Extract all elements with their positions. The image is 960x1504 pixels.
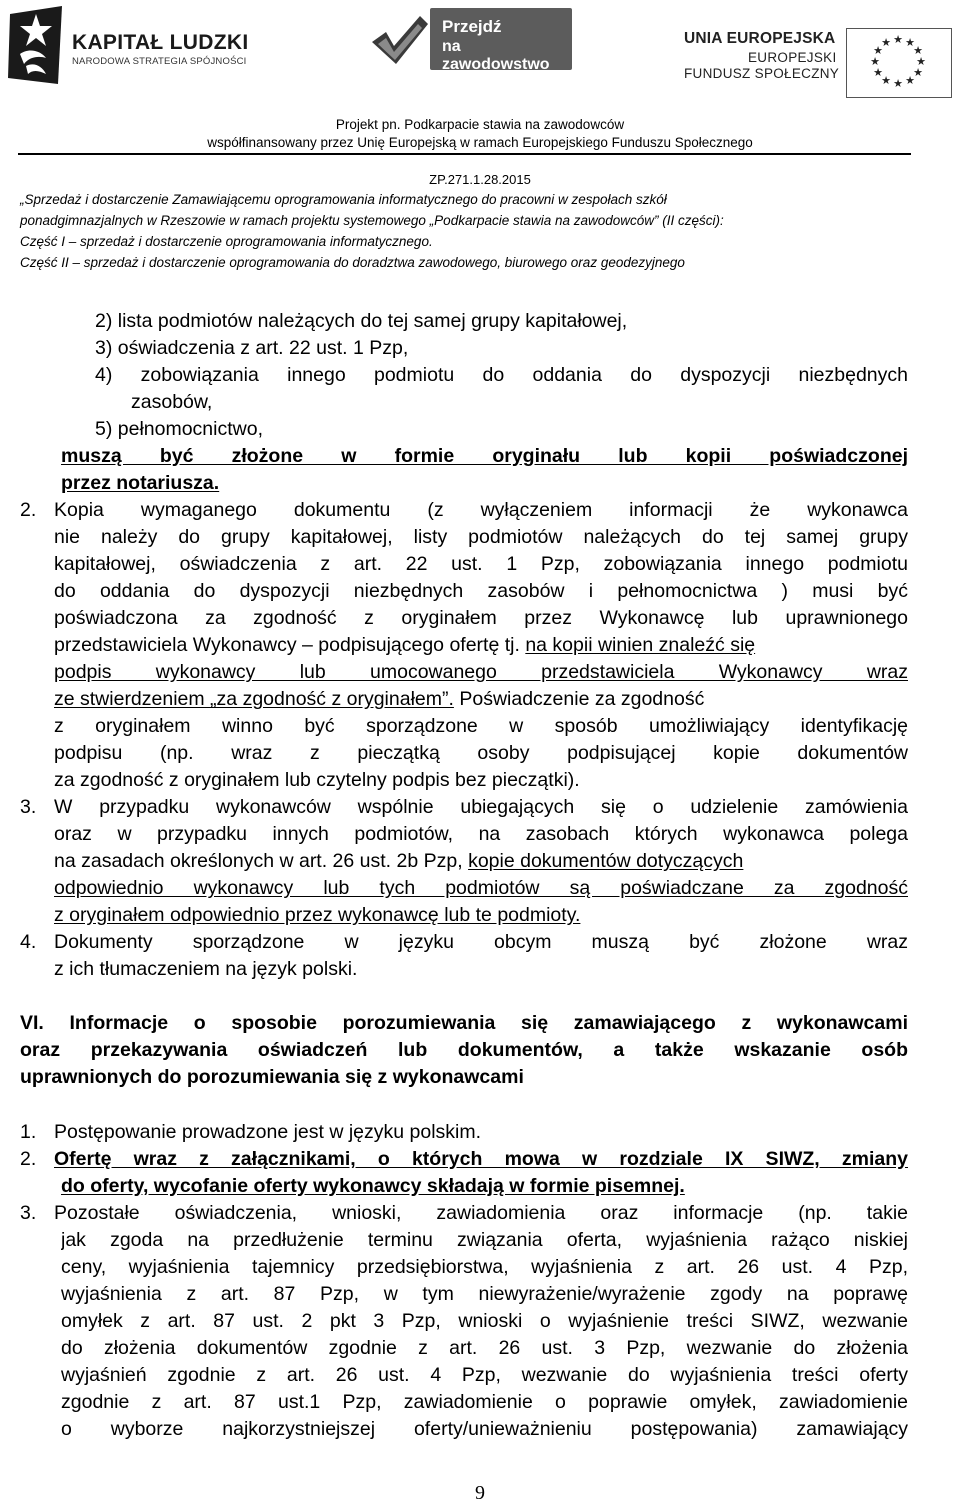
svg-text:★: ★ [905, 74, 915, 87]
section-title: oraz przekazywania oświadczeń lub dokumentów, a także wskazanie osób [20, 1039, 908, 1061]
list-item-2: 2) lista podmiotów należących do tej samej grupy kapitałowej, [95, 310, 628, 332]
kapital-ludzki-title: KAPITAŁ LUDZKI [72, 31, 249, 54]
page-number: 9 [475, 1482, 485, 1504]
reference-number: ZP.271.1.28.2015 [429, 172, 531, 187]
paragraph-line: z oryginałem winno być sporządzone w sposób umożliwiający identyfikację [54, 715, 908, 737]
item-3-number: 3. [20, 796, 37, 818]
svg-text:★: ★ [905, 36, 915, 49]
notary-requirement: muszą być złożone w formie oryginału lub kopii poświadczonej [61, 445, 908, 467]
svg-text:★: ★ [913, 66, 923, 79]
paragraph-line: W przypadku wykonawców wspólnie ubiegających się o udzielenie zamówienia [54, 796, 908, 818]
paragraph-line: zgodnie z art. 87 ust.1 Pzp, zawiadomienie o poprawie omyłek, zawiadomienie [61, 1391, 908, 1413]
svg-text:★: ★ [881, 36, 891, 49]
text-span: przedstawiciela Wykonawcy – podpisującego ofertę tj. [54, 634, 526, 656]
paragraph-line: za zgodność z oryginałem lub czytelny podpis bez pieczątki). [54, 769, 580, 791]
section-title: VI. Informacje o sposobie porozumiewania się zamawiającego z wykonawcami [20, 1012, 908, 1034]
kapital-ludzki-logo [6, 4, 256, 84]
przejdz-logo [368, 8, 583, 80]
section-title: uprawnionych do porozumiewania się z wykonawcami [20, 1066, 524, 1088]
paragraph-line: ceny, wyjaśnienia tajemnicy przedsiębiorstwa, wyjaśnienia z art. 26 ust. 4 Pzp, [61, 1256, 908, 1278]
svg-text:★: ★ [893, 33, 903, 46]
kapital-ludzki-subtitle: NARODOWA STRATEGIA SPÓJNOŚCI [72, 56, 247, 67]
underlined-span: ze stwierdzeniem „za zgodność z oryginałem”. [54, 688, 454, 710]
paragraph-line: z ich tłumaczeniem na język polski. [54, 958, 358, 980]
point-1-number: 1. [20, 1121, 37, 1143]
subject-line-1: „Sprzedaż i dostarczenie Zamawiającemu oprogramowania informatycznego do pracowni w zespołach szkół [20, 192, 667, 207]
paragraph-line [54, 632, 908, 659]
paragraph-line: o wyborze najkorzystniejszej oferty/unieważnieniu postępowania) zamawiający [61, 1418, 908, 1440]
paragraph-line: Dokumenty sporządzone w języku obcym muszą być złożone wraz [54, 931, 908, 953]
svg-text:★: ★ [873, 44, 883, 57]
paragraph-line: Kopia wymaganego dokumentu (z wyłączeniem informacji że wykonawca [54, 499, 908, 521]
text-span: na zasadach określonych w art. 26 ust. 2b Pzp, [54, 850, 469, 872]
paragraph-line: do oferty, wycofanie oferty wykonawcy składają w formie pisemnej. [61, 1175, 685, 1197]
svg-text:★: ★ [893, 77, 903, 90]
svg-text:★: ★ [916, 55, 926, 68]
svg-text:★: ★ [870, 55, 880, 68]
paragraph-line: oraz w przypadku innych podmiotów, na zasobach których wykonawca polega [54, 823, 908, 845]
project-line-2: współfinansowany przez Unię Europejską w ramach Europejskiego Funduszu Społecznego [207, 135, 753, 150]
paragraph-line: do złożenia dokumentów zgodnie z art. 26 ust. 3 Pzp, wezwanie do złożenia [61, 1337, 908, 1359]
list-item-4: 4) zobowiązania innego podmiotu do oddania do dyspozycji niezbędnych [95, 364, 908, 386]
paragraph-line [54, 848, 908, 875]
paragraph-line: podpisu (np. wraz z pieczątką osoby podpisującej kopie dokumentów [54, 742, 908, 764]
przejdz-checkmark-icon [368, 8, 432, 72]
paragraph-line: do oddania do dyspozycji niezbędnych zasobów i pełnomocnictwa ) musi być [54, 580, 908, 602]
svg-text:★: ★ [913, 44, 923, 57]
item-2-number: 2. [20, 499, 37, 521]
paragraph-line: z oryginałem odpowiednio przez wykonawcę lub te podmioty. [54, 904, 581, 926]
paragraph-line: kapitałowej, oświadczenia z art. 22 ust. 1 Pzp, zobowiązania innego podmiotu [54, 553, 908, 575]
przejdz-line2: na zawodowstwo [442, 38, 550, 73]
eu-flag-icon [846, 28, 952, 98]
list-item-4-cont: zasobów, [131, 391, 213, 413]
paragraph-line: jak zgoda na przedłużenie terminu związania oferta, wyjaśnienia rażąco niskiej [61, 1229, 908, 1251]
subject-line-4: Część II – sprzedaż i dostarczenie oprogramowania do doradztwa zawodowego, biurowego oraz geodezyjnego [20, 255, 685, 270]
svg-text:★: ★ [881, 74, 891, 87]
svg-text:★: ★ [873, 66, 883, 79]
underlined-span: na kopii winien znaleźć się [525, 634, 756, 656]
paragraph-line: wyjaśnień zgodnie z art. 26 ust. 4 Pzp, wezwanie do wyjaśnienia treści oferty [61, 1364, 908, 1386]
list-item-5: 5) pełnomocnictwo, [95, 418, 263, 440]
point-2-number: 2. [20, 1148, 37, 1170]
paragraph-line: wyjaśnienia z art. 87 Pzp, w tym niewyrażenie/wyrażenie zgody na poprawę [61, 1283, 908, 1305]
list-item-3: 3) oświadczenia z art. 22 ust. 1 Pzp, [95, 337, 409, 359]
przejdz-line1: Przejdź [442, 17, 502, 36]
paragraph-line: odpowiednio wykonawcy lub tych podmiotów są poświadczane za zgodność [54, 877, 908, 899]
ue-line2: EUROPEJSKI [748, 50, 837, 65]
paragraph-line: Postępowanie prowadzone jest w języku polskim. [54, 1121, 482, 1143]
item-4-number: 4. [20, 931, 37, 953]
text-span: Poświadczenie za zgodność [453, 688, 705, 710]
subject-line-2: ponadgimnazjalnych w Rzeszowie w ramach projektu systemowego „Podkarpacie stawia na zawodowców” (II części): [20, 213, 724, 228]
subject-line-3: Część I – sprzedaż i dostarczenie oprogramowania informatycznego. [20, 234, 433, 249]
paragraph-line: podpis wykonawcy lub umocowanego przedstawiciela Wykonawcy wraz [54, 661, 908, 683]
paragraph-line: nie należy do grupy kapitałowej, listy podmiotów należących do tej samej grupy [54, 526, 908, 548]
paragraph-line: omyłek z art. 87 ust. 2 pkt 3 Pzp, wnioski o wyjaśnienie treści SIWZ, wezwanie [61, 1310, 908, 1332]
project-line-1: Projekt pn. Podkarpacie stawia na zawodowców [335, 117, 625, 132]
header-divider [18, 153, 911, 155]
subject-block [20, 189, 920, 273]
header-logos [0, 0, 960, 100]
ue-logo [676, 28, 956, 98]
notary-requirement-cont: przez notariusza. [61, 472, 220, 494]
ue-line1: UNIA EUROPEJSKA [684, 30, 836, 47]
ue-line3: FUNDUSZ SPOŁECZNY [684, 66, 840, 81]
underlined-span: kopie dokumentów dotyczących [468, 850, 744, 872]
point-3-number: 3. [20, 1202, 37, 1224]
paragraph-line [54, 686, 908, 713]
paragraph-line: Pozostałe oświadczenia, wnioski, zawiadomienia oraz informacje (np. takie [54, 1202, 908, 1224]
paragraph-line: poświadczona za zgodność z oryginałem przez Wykonawcę lub uprawnionego [54, 607, 908, 629]
paragraph-line: Ofertę wraz z załącznikami, o których mowa w rozdziale IX SIWZ, zmiany [54, 1148, 908, 1170]
przejdz-box [430, 8, 572, 73]
kapital-ludzki-emblem-icon [6, 4, 66, 88]
